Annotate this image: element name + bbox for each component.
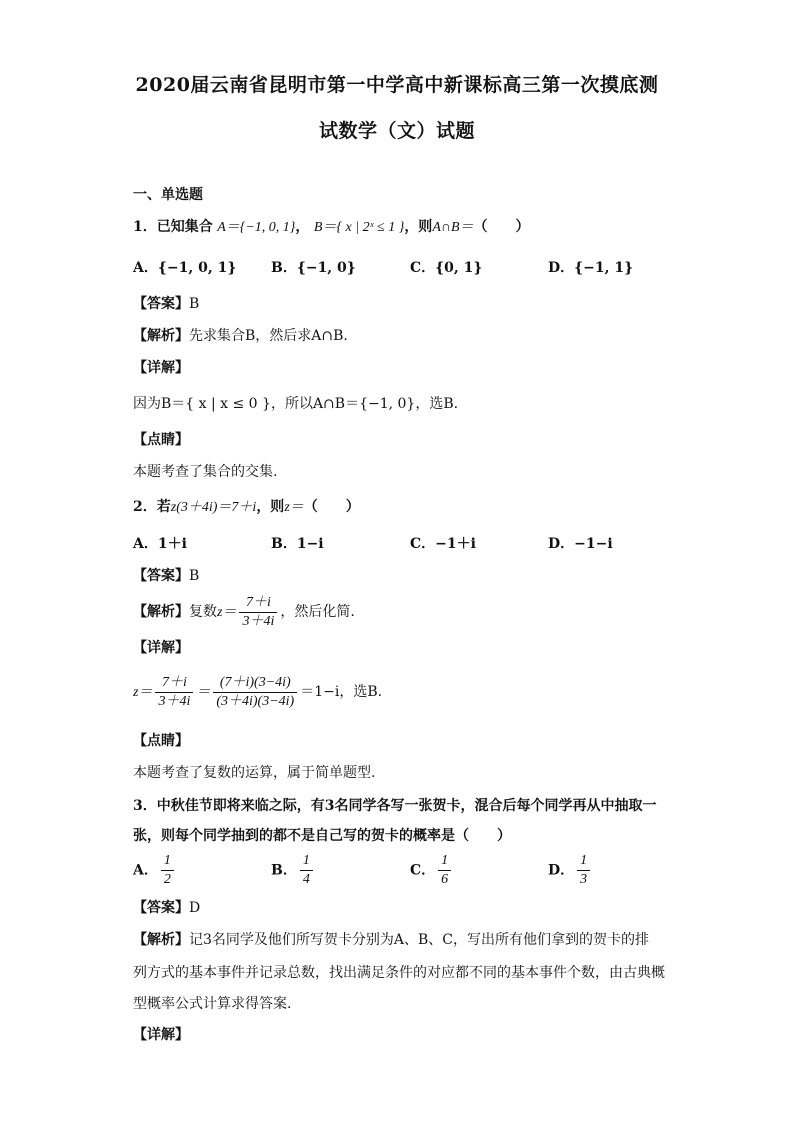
q3-analysis-line-2: 列方式的基本事件并记录总数，找出满足条件的对应都不同的基本事件个数，由古典概 <box>133 965 665 981</box>
q1-answer <box>133 294 199 314</box>
q2-detail-fraction-2 <box>213 674 297 711</box>
q3-option-d-fraction <box>577 852 590 889</box>
q3-number: 3． <box>133 798 157 814</box>
answer-label: 【答案】 <box>133 296 189 312</box>
q2-option-c: C．−1＋i <box>410 536 476 552</box>
q3-analysis-line-1 <box>133 930 649 950</box>
q2-analysis-pre: 复数 <box>189 604 217 620</box>
q3-option-a-fraction <box>161 852 174 889</box>
q3-option-c-label: C． <box>410 862 436 879</box>
q3-answer <box>133 898 200 918</box>
q2-paren: （ ） <box>303 499 360 515</box>
q1-comment-text: 本题考查了集合的交集. <box>133 464 278 480</box>
q1-analysis-text: 先求集合B，然后求A∩B. <box>189 328 348 344</box>
section-heading: 一、单选题 <box>133 187 203 203</box>
q3-option-a-num: 1 <box>161 852 174 871</box>
q3-analysis-text-1: 记3名同学及他们所写贺卡分别为A、B、C，写出所有他们拿到的贺卡的排 <box>189 932 650 948</box>
q3-stem-line-1 <box>133 796 657 816</box>
q2-fraction <box>239 594 277 631</box>
q2-detail-frac2-denominator: (3＋4i)(3−4i) <box>216 693 295 709</box>
q3-detail-label: 【详解】 <box>133 1027 189 1043</box>
q2-stem <box>133 497 360 518</box>
q1-option-a: A．{−1, 0, 1} <box>133 260 237 276</box>
q3-option-b-den: 4 <box>302 872 310 887</box>
q1-detail-text: 因为B＝{ x | x ≤ 0 }，所以A∩B＝{−1, 0}，选B. <box>133 396 459 412</box>
q3-option-b-label: B． <box>271 862 297 879</box>
q3-option-d <box>548 852 593 889</box>
q2-equation: z(3＋4i)＝7＋i <box>170 500 257 515</box>
q2-ask: ，则 <box>256 499 285 515</box>
q3-option-c <box>410 852 454 889</box>
q3-line-1: 中秋佳节即将来临之际，有3名同学各写一张贺卡，混合后每个同学再从中抽取一 <box>156 798 657 814</box>
q3-option-a <box>133 852 177 889</box>
q3-option-a-den: 2 <box>163 872 171 887</box>
q2-detail <box>133 672 382 713</box>
q2-option-b: B．1−i <box>271 536 324 552</box>
q1-expr: A∩B＝ <box>432 220 474 235</box>
q1-option-c: C．{0, 1} <box>410 260 483 276</box>
q2-detail-label: 【详解】 <box>133 640 189 656</box>
q3-option-c-fraction <box>438 852 451 889</box>
q2-answer-value: B <box>189 568 200 584</box>
doc-title-line-2: 试数学（文）试题 <box>318 120 475 142</box>
q3-option-c-den: 6 <box>441 872 449 887</box>
q1-lead: 已知集合 <box>156 219 213 235</box>
answer-label: 【答案】 <box>133 900 189 916</box>
q2-detail-post: ＝1−i，选B. <box>300 684 383 700</box>
analysis-label: 【解析】 <box>133 328 189 344</box>
q2-detail-frac1-numerator: 7＋i <box>155 674 193 693</box>
q3-option-d-num: 1 <box>577 852 590 871</box>
q1-number: 1． <box>133 219 157 235</box>
q1-ask: ，则 <box>404 219 433 235</box>
q1-answer-value: B <box>189 296 200 312</box>
q3-option-d-den: 3 <box>580 872 588 887</box>
q2-option-a: A．1＋i <box>133 536 187 552</box>
q2-detail-frac2-numerator: (7＋i)(3−4i) <box>213 674 297 693</box>
q2-comment-text: 本题考查了复数的运算，属于简单题型. <box>133 765 376 781</box>
q3-option-d-label: D． <box>548 862 575 879</box>
q3-option-c-num: 1 <box>438 852 451 871</box>
q2-detail-frac1-denominator: 3＋4i <box>158 693 191 709</box>
q3-analysis-line-3: 型概率公式计算求得答案. <box>133 996 292 1012</box>
q1-sep: ， <box>295 219 310 235</box>
q2-lead: 若 <box>156 499 171 515</box>
q1-detail-label: 【详解】 <box>133 360 189 376</box>
q3-stem-line-2: 张，则每个同学抽到的都不是自己写的贺卡的概率是（ ） <box>133 828 511 844</box>
q1-paren: （ ） <box>473 219 530 235</box>
doc-title-line-1: 2020届云南省昆明市第一中学高中新课标高三第一次摸底测 <box>135 74 659 96</box>
q2-number: 2． <box>133 499 157 515</box>
q1-option-d: D．{−1, 1} <box>548 260 634 276</box>
q2-option-d: D．−1−i <box>548 536 613 552</box>
q2-comment-label: 【点睛】 <box>133 733 189 749</box>
q2-detail-fraction-1 <box>155 674 193 711</box>
q3-answer-value: D <box>189 900 201 916</box>
q3-option-a-label: A． <box>133 862 158 879</box>
q1-set-a: A＝{−1, 0, 1} <box>217 220 296 235</box>
q2-answer <box>133 566 199 586</box>
q1-set-b: B＝{ x | 2ˣ ≤ 1 } <box>313 220 405 235</box>
q3-option-b-fraction <box>300 852 313 889</box>
q2-z: z＝ <box>284 500 304 515</box>
q2-fraction-denominator: 3＋4i <box>242 613 275 629</box>
q2-analysis-z: z＝ <box>217 605 237 620</box>
q2-analysis-post: ，然后化简. <box>280 604 355 620</box>
analysis-label: 【解析】 <box>133 932 189 948</box>
q1-comment-label: 【点睛】 <box>133 432 189 448</box>
q1-analysis <box>133 326 348 346</box>
q1-option-b: B．{−1, 0} <box>271 260 356 276</box>
q2-detail-equals: ＝ <box>196 685 211 700</box>
q3-option-b-num: 1 <box>300 852 313 871</box>
answer-label: 【答案】 <box>133 568 189 584</box>
q3-option-b <box>271 852 316 889</box>
analysis-label: 【解析】 <box>133 604 189 620</box>
q2-fraction-numerator: 7＋i <box>239 594 277 613</box>
q2-detail-z: z＝ <box>133 685 153 700</box>
q2-analysis <box>133 592 355 633</box>
q1-stem <box>133 217 530 238</box>
